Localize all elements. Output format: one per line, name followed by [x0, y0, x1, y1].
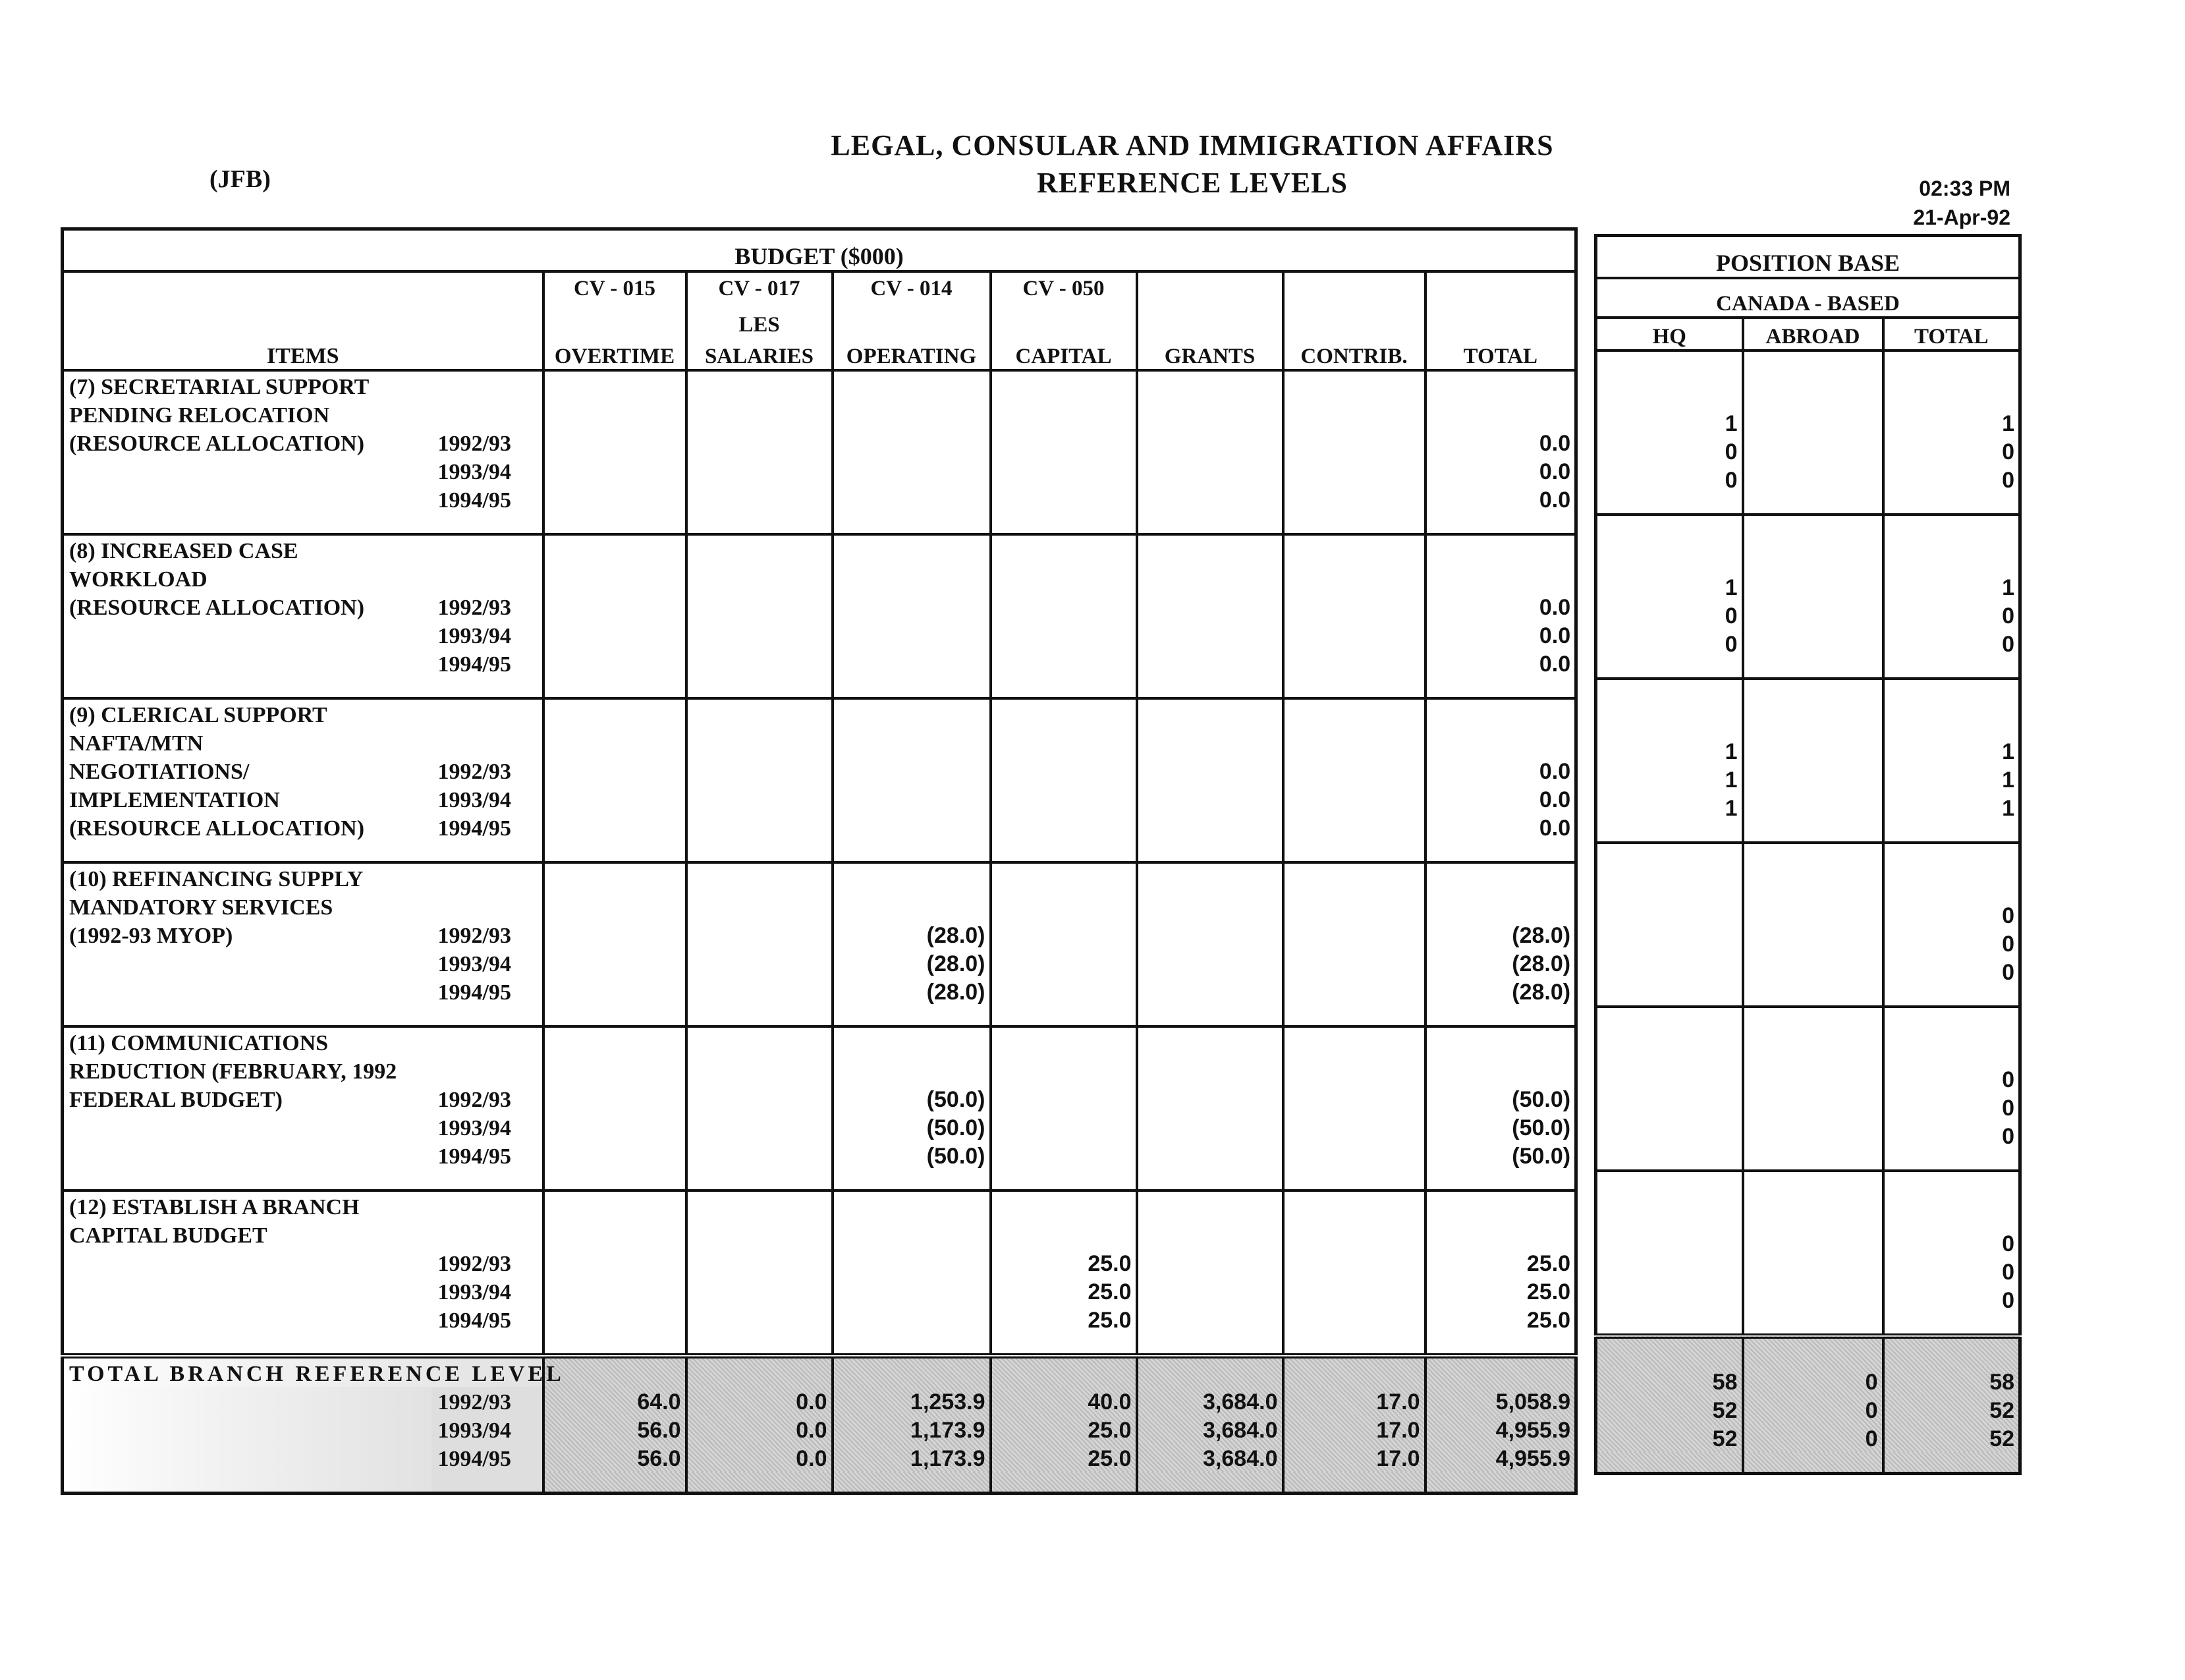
- hq-value: 1: [1725, 575, 1738, 600]
- capital-value: [991, 592, 1137, 621]
- position-total-value: 58: [1883, 1367, 2020, 1395]
- overtime-value: 64.0: [543, 1387, 686, 1415]
- operating-value: [833, 485, 991, 513]
- position-total-value: 0: [1883, 437, 2020, 465]
- hq-value: [1596, 1065, 1743, 1093]
- total-value: (50.0): [1425, 1141, 1576, 1169]
- salaries-value: 0.0: [686, 1387, 833, 1415]
- year: 1993/94: [437, 952, 511, 976]
- abroad-value: 0: [1743, 1395, 1883, 1424]
- capital-value: [991, 813, 1137, 841]
- item-label: (11) COMMUNICATIONS: [69, 1031, 329, 1055]
- year: 1993/94: [431, 1415, 543, 1443]
- col-label-salaries: SALARIES: [686, 337, 833, 370]
- operating-value: [833, 785, 991, 813]
- position-total-value: 0: [1883, 1121, 2020, 1150]
- position-total-value: 0: [1883, 1065, 2020, 1093]
- total-value: 0.0: [1425, 457, 1576, 485]
- capital-value: [991, 949, 1137, 977]
- position-total-value: 0: [1883, 929, 2020, 957]
- abroad-value: 0: [1743, 1367, 1883, 1395]
- position-group: [1596, 1007, 2020, 1171]
- year: 1994/95: [437, 1308, 511, 1333]
- position-total-value: 1: [1883, 737, 2020, 765]
- item-label: (7) SECRETARIAL SUPPORT: [69, 375, 370, 399]
- items-header: ITEMS: [266, 344, 339, 368]
- year: 1992/93: [437, 596, 511, 620]
- position-base-table: [1594, 234, 2022, 1475]
- item-group: [63, 370, 1576, 534]
- operating-value: [833, 1248, 991, 1277]
- col-code-operating: CV - 014: [833, 271, 991, 304]
- item-label: WORKLOAD: [69, 567, 207, 592]
- col-label-grants: GRANTS: [1137, 337, 1283, 370]
- hq-value: [1596, 1229, 1743, 1257]
- col-code-contrib: [1283, 271, 1425, 304]
- item-label: NAFTA/MTN: [69, 731, 204, 756]
- col-label1-total: [1425, 304, 1576, 337]
- total-value: (28.0): [1425, 949, 1576, 977]
- position-total-value: 0: [1883, 901, 2020, 929]
- capital-value: [991, 621, 1137, 649]
- capital-value: [991, 428, 1137, 457]
- position-total-level: [1596, 1336, 2020, 1474]
- total-reference-level: [63, 1356, 1576, 1494]
- year: 1992/93: [437, 924, 511, 948]
- position-total-value: 0: [1883, 629, 2020, 658]
- grants-value: 3,684.0: [1137, 1415, 1283, 1443]
- capital-value: 25.0: [991, 1305, 1137, 1333]
- position-total-value: 0: [1883, 601, 2020, 629]
- col-hq: HQ: [1652, 325, 1686, 349]
- total-value: 0.0: [1425, 649, 1576, 677]
- operating-value: (28.0): [833, 977, 991, 1005]
- position-group: [1596, 515, 2020, 679]
- total-value: 0.0: [1425, 485, 1576, 513]
- operating-value: 1,173.9: [833, 1415, 991, 1443]
- overtime-value: 56.0: [543, 1443, 686, 1472]
- year: 1992/93: [437, 432, 511, 456]
- hq-value: [1596, 1285, 1743, 1314]
- col-abroad: ABROAD: [1743, 318, 1883, 350]
- total-value: (50.0): [1425, 1084, 1576, 1113]
- total-value: 4,955.9: [1425, 1415, 1576, 1443]
- capital-value: [991, 485, 1137, 513]
- operating-value: [833, 813, 991, 841]
- col-code-overtime: CV - 015: [543, 271, 686, 304]
- contrib-value: 17.0: [1283, 1387, 1425, 1415]
- hq-value: 58: [1596, 1367, 1743, 1395]
- capital-value: [991, 785, 1137, 813]
- operating-value: [833, 621, 991, 649]
- print-time: 02:33 PM: [1919, 177, 2010, 200]
- hq-value: 0: [1725, 468, 1738, 493]
- item-label: (9) CLERICAL SUPPORT: [69, 703, 327, 727]
- position-total-value: 1: [1883, 408, 2020, 437]
- capital-value: 25.0: [991, 1277, 1137, 1305]
- col-code-capital: CV - 050: [991, 271, 1137, 304]
- hq-value: [1596, 901, 1743, 929]
- col-code-salaries: CV - 017: [686, 271, 833, 304]
- contrib-value: 17.0: [1283, 1415, 1425, 1443]
- year: 1994/95: [431, 1443, 543, 1472]
- item-label: (RESOURCE ALLOCATION): [69, 432, 365, 456]
- item-label: [63, 1248, 431, 1277]
- item-group: [63, 698, 1576, 862]
- item-group: [63, 1026, 1576, 1190]
- col-position-total: TOTAL: [1883, 318, 2020, 350]
- print-date: 21-Apr-92: [1913, 206, 2010, 229]
- canada-based-caption: CANADA - BASED: [1596, 278, 2020, 318]
- capital-value: [991, 1141, 1137, 1169]
- total-value: 25.0: [1425, 1248, 1576, 1277]
- item-group: [63, 534, 1576, 698]
- year: 1992/93: [437, 1252, 511, 1276]
- hq-value: [1596, 929, 1743, 957]
- col-label-contrib: CONTRIB.: [1283, 337, 1425, 370]
- item-group: [63, 862, 1576, 1026]
- operating-value: 1,173.9: [833, 1443, 991, 1472]
- item-label: (8) INCREASED CASE: [69, 539, 298, 563]
- item-label: (RESOURCE ALLOCATION): [69, 596, 365, 620]
- operating-value: [833, 1305, 991, 1333]
- position-total-value: 52: [1883, 1395, 2020, 1424]
- position-total-value: 1: [1883, 573, 2020, 601]
- position-group: [1596, 1171, 2020, 1336]
- hq-value: 52: [1596, 1395, 1743, 1424]
- operating-value: [833, 592, 991, 621]
- total-value: 25.0: [1425, 1305, 1576, 1333]
- year: 1993/94: [437, 1280, 511, 1304]
- hq-value: [1596, 1093, 1743, 1121]
- hq-value: 1: [1725, 796, 1738, 821]
- year: 1993/94: [437, 460, 511, 484]
- col-code-total: [1425, 271, 1576, 304]
- col-label1-contrib: [1283, 304, 1425, 337]
- item-label: NEGOTIATIONS/: [69, 760, 250, 784]
- year: 1994/95: [437, 980, 511, 1005]
- item-label: PENDING RELOCATION: [69, 403, 330, 428]
- total-level-label: TOTAL BRANCH REFERENCE LEVEL: [69, 1362, 565, 1386]
- budget-table: [61, 227, 1578, 1495]
- total-value: 0.0: [1425, 785, 1576, 813]
- hq-value: 0: [1725, 632, 1738, 657]
- total-value: (28.0): [1425, 920, 1576, 949]
- operating-value: (50.0): [833, 1113, 991, 1141]
- operating-value: (28.0): [833, 949, 991, 977]
- capital-value: [991, 756, 1137, 785]
- capital-value: 40.0: [991, 1387, 1137, 1415]
- col-label-overtime: OVERTIME: [543, 337, 686, 370]
- hq-value: [1596, 1121, 1743, 1150]
- col-label1-operating: [833, 304, 991, 337]
- year: 1992/93: [431, 1387, 543, 1415]
- position-base-caption: POSITION BASE: [1596, 236, 2020, 279]
- total-value: 25.0: [1425, 1277, 1576, 1305]
- grants-value: 3,684.0: [1137, 1443, 1283, 1472]
- capital-value: [991, 457, 1137, 485]
- col-label1-grants: [1137, 304, 1283, 337]
- item-label: (1992-93 MYOP): [69, 924, 233, 948]
- year: 1992/93: [437, 760, 511, 784]
- hq-value: 0: [1725, 439, 1738, 464]
- total-value: 0.0: [1425, 592, 1576, 621]
- year: 1994/95: [437, 652, 511, 677]
- col-label-operating: OPERATING: [833, 337, 991, 370]
- position-total-value: 0: [1883, 1257, 2020, 1285]
- capital-value: 25.0: [991, 1443, 1137, 1472]
- capital-value: [991, 1113, 1137, 1141]
- contrib-value: 17.0: [1283, 1443, 1425, 1472]
- operating-value: 1,253.9: [833, 1387, 991, 1415]
- col-label-total: TOTAL: [1425, 337, 1576, 370]
- hq-value: 1: [1725, 411, 1738, 436]
- item-label: FEDERAL BUDGET): [69, 1088, 283, 1112]
- item-label: (RESOURCE ALLOCATION): [69, 816, 365, 841]
- position-total-value: 1: [1883, 765, 2020, 793]
- year: 1993/94: [437, 1116, 511, 1140]
- operating-value: [833, 756, 991, 785]
- capital-value: 25.0: [991, 1415, 1137, 1443]
- operating-value: [833, 649, 991, 677]
- total-value: 0.0: [1425, 621, 1576, 649]
- overtime-value: 56.0: [543, 1415, 686, 1443]
- capital-value: [991, 1084, 1137, 1113]
- capital-value: 25.0: [991, 1248, 1137, 1277]
- position-total-value: 1: [1883, 793, 2020, 822]
- hq-value: 0: [1725, 603, 1738, 629]
- position-group: [1596, 679, 2020, 843]
- item-label: REDUCTION (FEBRUARY, 1992: [69, 1059, 397, 1084]
- operating-value: [833, 428, 991, 457]
- total-value: 5,058.9: [1425, 1387, 1576, 1415]
- operating-value: (28.0): [833, 920, 991, 949]
- col-label1-overtime: [543, 304, 686, 337]
- position-group: [1596, 843, 2020, 1007]
- hq-value: 1: [1725, 739, 1738, 764]
- item-group: [63, 1190, 1576, 1356]
- report-title: LEGAL, CONSULAR AND IMMIGRATION AFFAIRS: [831, 129, 1554, 161]
- position-total-value: 0: [1883, 465, 2020, 493]
- year: 1993/94: [437, 624, 511, 648]
- total-value: 0.0: [1425, 756, 1576, 785]
- item-label: CAPITAL BUDGET: [69, 1223, 267, 1248]
- col-code-grants: [1137, 271, 1283, 304]
- year: 1993/94: [437, 788, 511, 812]
- position-total-value: 0: [1883, 957, 2020, 986]
- year: 1992/93: [437, 1088, 511, 1112]
- total-value: 0.0: [1425, 813, 1576, 841]
- hq-value: [1596, 1257, 1743, 1285]
- year: 1994/95: [437, 816, 511, 841]
- budget-caption: BUDGET ($000): [63, 229, 1576, 272]
- position-total-value: 0: [1883, 1285, 2020, 1314]
- total-value: 0.0: [1425, 428, 1576, 457]
- total-value: 4,955.9: [1425, 1443, 1576, 1472]
- total-value: (28.0): [1425, 977, 1576, 1005]
- hq-value: 52: [1596, 1424, 1743, 1452]
- col-label-capital: CAPITAL: [991, 337, 1137, 370]
- hq-value: 1: [1725, 768, 1738, 793]
- position-total-value: 0: [1883, 1093, 2020, 1121]
- item-label: (12) ESTABLISH A BRANCH: [69, 1195, 360, 1219]
- salaries-value: 0.0: [686, 1443, 833, 1472]
- year: 1994/95: [437, 488, 511, 513]
- hq-value: [1596, 957, 1743, 986]
- operating-value: (50.0): [833, 1141, 991, 1169]
- operating-value: (50.0): [833, 1084, 991, 1113]
- salaries-value: 0.0: [686, 1415, 833, 1443]
- position-total-value: 0: [1883, 1229, 2020, 1257]
- position-group: [1596, 350, 2020, 515]
- item-label: IMPLEMENTATION: [69, 788, 280, 812]
- capital-value: [991, 920, 1137, 949]
- capital-value: [991, 649, 1137, 677]
- report-subtitle: REFERENCE LEVELS: [1036, 167, 1348, 199]
- capital-value: [991, 977, 1137, 1005]
- grants-value: 3,684.0: [1137, 1387, 1283, 1415]
- department-code: (JFB): [209, 165, 271, 193]
- item-label: (10) REFINANCING SUPPLY: [69, 867, 364, 891]
- total-value: (50.0): [1425, 1113, 1576, 1141]
- col-label1-capital: [991, 304, 1137, 337]
- year: 1994/95: [437, 1144, 511, 1169]
- position-total-value: 52: [1883, 1424, 2020, 1452]
- abroad-value: 0: [1743, 1424, 1883, 1452]
- operating-value: [833, 1277, 991, 1305]
- item-label: MANDATORY SERVICES: [69, 895, 333, 920]
- operating-value: [833, 457, 991, 485]
- col-label1-salaries: LES: [686, 304, 833, 337]
